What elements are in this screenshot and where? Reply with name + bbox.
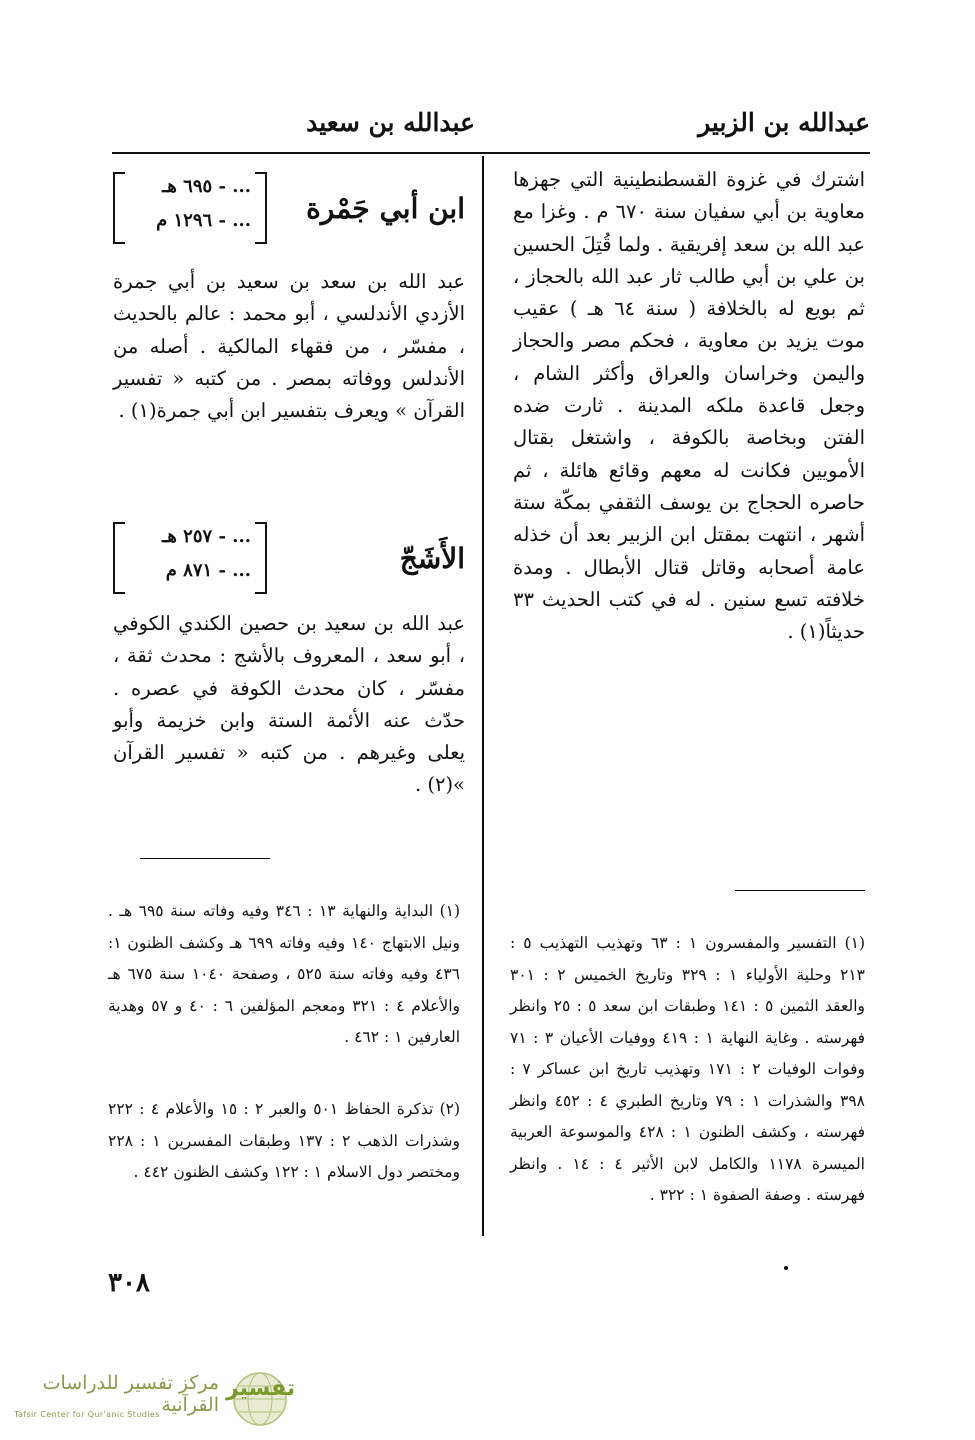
logo-arabic-text: مركز تفسير للدراسات القرآنية bbox=[42, 1372, 219, 1416]
column-divider bbox=[482, 156, 484, 1236]
page-number: ٣٠٨ bbox=[108, 1268, 150, 1298]
entry-name: ابن أبي جَمْرة bbox=[306, 192, 465, 225]
entry-heading-al-ashajj bbox=[113, 522, 465, 602]
running-header-left: عبدالله بن سعيد bbox=[306, 108, 475, 137]
footnote-rule-right bbox=[735, 890, 865, 891]
date-gregorian: ... - ٨٧١ م bbox=[165, 560, 251, 581]
date-hijri: ... - ٦٩٥ هـ bbox=[162, 176, 251, 197]
date-gregorian: ... - ١٢٩٦ م bbox=[156, 210, 251, 231]
logo-english-text: Tafsir Center for Qur'anic Studies bbox=[14, 1410, 160, 1419]
tafsir-center-logo bbox=[14, 1370, 294, 1430]
footnote-left-1: (١) البداية والنهاية ١٣ : ٣٤٦ وفيه وفاته سنة ٦٩٥ هـ . ونيل الابتهاج ١٤٠ وفيه وفاته ٦٩٩ هـ وكشف الظنون ١: ٤٣٦ وفيه وفاته سنة ٥٢٥ ، وصفحة ١٠٤٠ سنة ٦٧٥ هـ والأعلام ٤ : ٣٢١ ومعجم المؤلفين ٦ : ٤٠ و ٥٧ وهدية العارفين ١ : ٤٦٢ . bbox=[108, 902, 461, 1046]
running-header-right: عبدالله بن الزبير bbox=[698, 108, 870, 137]
stray-dot bbox=[784, 1266, 788, 1270]
date-hijri: ... - ٢٥٧ هـ bbox=[162, 526, 251, 547]
entry-heading-ibn-abi-jamra bbox=[113, 172, 465, 252]
header-divider bbox=[112, 152, 870, 154]
footnote-left-2: (٢) تذكرة الحفاظ ٥٠١ والعبر ٢ : ١٥ والأعلام ٤ : ٢٢٢ وشذرات الذهب ٢ : ١٣٧ وطبقات المفسرين ١ : ٢٢٨ ومختصر دول الاسلام ١ : ١٢٢ وكشف الظنون ٤٤٢ . bbox=[108, 1100, 461, 1181]
entry-body-al-ashajj: عبد الله بن سعيد بن حصين الكندي الكوفي ، أبو سعد ، المعروف بالأشج : محدث ثقة ، مفسّر ، كان محدث الكوفة في عصره . حدّث عنه الأئمة الستة وابن خزيمة وأبو يعلى وغيرهم . من كتبه « تفسير القرآن »(٢) . bbox=[113, 612, 465, 797]
date-bracket bbox=[113, 172, 267, 244]
entry-name: الأَشَجّ bbox=[399, 542, 465, 575]
logo-word: تفسير bbox=[226, 1376, 296, 1401]
date-bracket bbox=[113, 522, 267, 594]
footnote-right: (١) التفسير والمفسرون ١ : ٦٣ وتهذيب التهذيب ٥ : ٢١٣ وحلية الأولياء ١ : ٣٢٩ وتاريخ الخميس ٢ : ٣٠١ والعقد الثمين ٥ : ١٤١ وطبقات ابن سعد ٥ : ٢٥ وانظر فهرسته . وغاية النهاية ١ : ٤١٩ ووفيات الأعيان ٣ : ٧١ وفوات الوفيات ٢ : ١٧١ وتهذيب تاريخ ابن عساكر ٧ : ٣٩٨ والشذرات ١ : ٧٩ وتاريخ الطبري ٤ : ٤٥٢ وانظر فهرسته ، وكشف الظنون ١ : ٤٢٨ والموسوعة العربية الميسرة ١١٧٨ والكامل لابن الأثير ٤ : ١٤ . وانظر فهرسته . وصفة الصفوة ١ : ٣٢٢ . bbox=[510, 934, 866, 1204]
entry-body-ibn-abi-jamra: عبد الله بن سعد بن سعيد بن أبي جمرة الأزدي الأندلسي ، أبو محمد : عالم بالحديث ، مفسّر ، من فقهاء المالكية . أصله من الأندلس ووفاته بمصر . من كتبه « تفسير القرآن » ويعرف بتفسير ابن أبي جمرة(١) . bbox=[113, 270, 465, 423]
right-column-text: اشترك في غزوة القسطنطينية التي جهزها معاوية بن أبي سفيان سنة ٦٧٠ م . وغزا مع عبد الله بن سعد إفريقية . ولما قُتِلَ الحسين بن علي بن أبي طالب ثار عبد الله بالحجاز ، ثم بويع له بالخلافة ( سنة ٦٤ هـ ) عقيب موت يزيد بن معاوية ، فحكم مصر والحجاز واليمن وخراسان والعراق وأكثر الشام ، وجعل قاعدة ملكه المدينة . ثارت ضده الفتن وبخاصة بالكوفة ، واشتغل بقتال الأمويين فكانت له معهم وقائع هائلة ، ثم حاصره الحجاج بن يوسف الثقفي بمكّة ستة أشهر ، انتهت بمقتل ابن الزبير بعد أن خذله عامة أصحابه وقاتل قتال الأبطال . ومدة خلافته تسع سنين . له في كتب الحديث ٣٣ حديثاً(١) . bbox=[513, 168, 865, 644]
footnote-rule-left bbox=[140, 858, 270, 859]
